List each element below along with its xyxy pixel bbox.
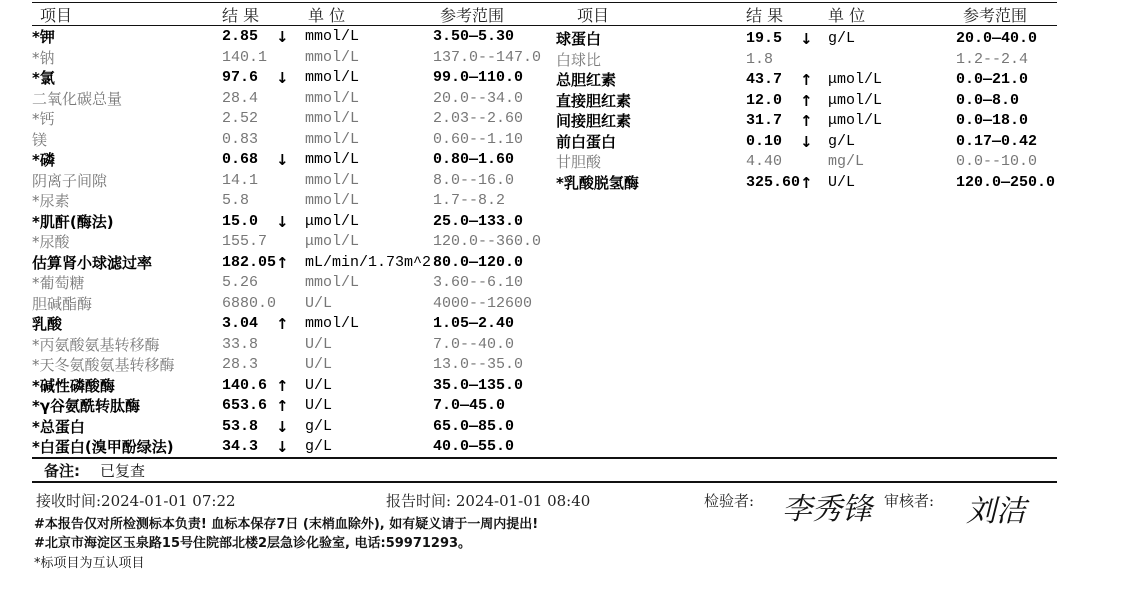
- reference-range: 20.0—40.0: [956, 30, 1038, 47]
- test-name: *天冬氨酸氨基转移酶: [32, 356, 175, 374]
- reference-range: 137.0--147.0: [433, 48, 542, 66]
- test-name: *白蛋白(溴甲酚绿法): [32, 438, 174, 456]
- test-name: 直接胆红素: [556, 91, 632, 110]
- test-unit: mmol/L: [305, 151, 360, 168]
- test-name: 阴离子间隙: [32, 171, 108, 190]
- test-unit: mmol/L: [305, 130, 360, 148]
- test-name: *尿素: [32, 192, 70, 210]
- test-unit: g/L: [305, 417, 333, 435]
- test-name: *钙: [32, 110, 55, 128]
- test-name: *碱性磷酸酶: [32, 376, 115, 395]
- test-value: 43.7: [746, 71, 783, 88]
- test-name: 间接胆红素: [556, 112, 632, 130]
- table-row: [0, 111, 1125, 131]
- test-unit: μmol/L: [828, 71, 883, 88]
- test-name: *葡萄糖: [32, 274, 85, 292]
- arrow-up-icon: ↑: [276, 315, 289, 333]
- table-row: [0, 273, 1125, 293]
- test-unit: g/L: [305, 438, 333, 455]
- test-value: 5.26: [222, 274, 259, 291]
- test-value: 0.83: [222, 130, 259, 148]
- header-result-left: 结 果: [222, 6, 260, 25]
- test-name: *肌酐(酶法): [32, 212, 114, 231]
- header-divider: [32, 25, 1057, 26]
- test-value: 653.6: [222, 397, 268, 414]
- test-value: 53.8: [222, 417, 259, 435]
- test-name: *磷: [32, 151, 55, 169]
- test-unit: mmol/L: [305, 89, 360, 107]
- test-value: 0.68: [222, 151, 259, 168]
- reference-range: 0.0—18.0: [956, 112, 1029, 129]
- table-row: [0, 396, 1125, 416]
- test-value: 155.7: [222, 233, 268, 250]
- test-unit: mmol/L: [305, 69, 360, 86]
- arrow-up-icon: ↑: [276, 253, 289, 272]
- reference-range: 40.0—55.0: [433, 438, 515, 455]
- header-ref-right: 参考范围: [963, 6, 1028, 25]
- table-row: [0, 355, 1125, 375]
- test-unit: μmol/L: [305, 233, 360, 250]
- header-result-right: 结 果: [746, 6, 784, 25]
- table-row: [0, 294, 1125, 314]
- test-unit: mg/L: [828, 153, 865, 170]
- test-name: 白球比: [556, 50, 602, 69]
- reference-range: 13.0--35.0: [433, 356, 524, 373]
- test-name: 镁: [32, 130, 48, 149]
- test-name: *丙氨酸氨基转移酶: [32, 335, 160, 354]
- reference-range: 0.0—8.0: [956, 91, 1020, 109]
- table-row: [0, 132, 1125, 152]
- test-unit: mL/min/1.73m^2: [305, 253, 432, 271]
- test-name: 球蛋白: [556, 30, 602, 48]
- arrow-down-icon: ↓: [276, 438, 289, 456]
- reference-range: 7.0—45.0: [433, 397, 506, 414]
- test-name: *总蛋白: [32, 417, 85, 436]
- test-unit: g/L: [828, 30, 856, 47]
- reference-range: 120.0--360.0: [433, 233, 542, 250]
- table-row: [0, 417, 1125, 437]
- received-time: 接收时间:2024-01-01 07:22: [36, 492, 236, 510]
- reference-range: 7.0--40.0: [433, 335, 515, 353]
- table-row: [0, 212, 1125, 232]
- reference-range: 4000--12600: [433, 294, 533, 312]
- note-disclaimer: #本报告仅对所检测标本负责! 血标本保存7日 (末梢血除外), 如有疑义请于一周内提出!: [34, 517, 539, 532]
- arrow-up-icon: ↑: [276, 376, 289, 395]
- arrow-up-icon: ↑: [800, 112, 813, 130]
- test-value: 2.52: [222, 110, 259, 127]
- arrow-up-icon: ↑: [800, 173, 813, 192]
- reviewer-signature: 刘洁: [966, 494, 1026, 529]
- note-mutual-recognition: *标项目为互认项目: [34, 556, 145, 571]
- test-value: 34.3: [222, 438, 259, 455]
- test-unit: U/L: [305, 397, 333, 414]
- report-time: 报告时间: 2024-01-01 08:40: [386, 492, 591, 510]
- header-item-right: 项目: [577, 6, 610, 25]
- header-item-left: 项目: [40, 6, 73, 25]
- remark-divider: [32, 481, 1057, 483]
- reference-range: 1.7--8.2: [433, 192, 506, 209]
- test-unit: U/L: [828, 173, 856, 191]
- test-unit: U/L: [305, 356, 333, 373]
- reference-range: 3.50—5.30: [433, 28, 515, 45]
- test-value: 12.0: [746, 91, 783, 109]
- table-row: [0, 232, 1125, 252]
- table-row: [0, 437, 1125, 457]
- test-name: 前白蛋白: [556, 132, 617, 151]
- header-unit-right: 单 位: [828, 6, 866, 25]
- test-name: *氯: [32, 69, 55, 87]
- table-row: [0, 376, 1125, 396]
- test-value: 0.10: [746, 132, 783, 150]
- arrow-down-icon: ↓: [276, 28, 289, 46]
- reference-range: 8.0--16.0: [433, 171, 515, 189]
- test-name: 胆碱酯酶: [32, 294, 93, 313]
- table-row: [0, 152, 1125, 172]
- arrow-down-icon: ↓: [276, 212, 289, 231]
- arrow-up-icon: ↑: [800, 71, 813, 89]
- test-value: 6880.0: [222, 294, 277, 312]
- table-row: [0, 70, 1125, 90]
- test-unit: mmol/L: [305, 110, 360, 127]
- test-value: 182.05: [222, 253, 277, 271]
- test-value: 14.1: [222, 171, 259, 189]
- test-value: 2.85: [222, 28, 259, 45]
- arrow-down-icon: ↓: [800, 30, 813, 48]
- reference-range: 25.0—133.0: [433, 212, 524, 230]
- reference-range: 65.0—85.0: [433, 417, 515, 435]
- reference-range: 0.0—21.0: [956, 71, 1029, 88]
- arrow-down-icon: ↓: [800, 132, 813, 151]
- arrow-down-icon: ↓: [276, 417, 289, 436]
- test-name: 甘胆酸: [556, 153, 602, 171]
- reference-range: 80.0—120.0: [433, 253, 524, 271]
- test-value: 97.6: [222, 69, 259, 86]
- test-unit: U/L: [305, 335, 333, 353]
- test-unit: μmol/L: [828, 112, 883, 129]
- test-name: *γ谷氨酰转肽酶: [32, 397, 141, 415]
- test-value: 28.4: [222, 89, 259, 107]
- reference-range: 99.0—110.0: [433, 69, 524, 86]
- test-value: 28.3: [222, 356, 259, 373]
- test-name: 乳酸: [32, 315, 63, 333]
- examiner-signature: 李秀锋: [782, 492, 872, 527]
- reference-range: 20.0--34.0: [433, 89, 524, 107]
- test-unit: mmol/L: [305, 48, 360, 66]
- top-border: [32, 2, 1057, 3]
- test-name: 估算肾小球滤过率: [32, 253, 153, 272]
- note-address: #北京市海淀区玉泉路15号住院部北楼2层急诊化验室, 电话:59971293。: [34, 536, 472, 551]
- table-row: [0, 50, 1125, 70]
- table-bottom-border: [32, 457, 1057, 459]
- table-row: [0, 173, 1125, 193]
- test-unit: mmol/L: [305, 28, 360, 45]
- test-name: 二氧化碳总量: [32, 89, 123, 108]
- test-unit: mmol/L: [305, 315, 360, 332]
- reference-range: 0.17—0.42: [956, 132, 1038, 150]
- test-unit: U/L: [305, 376, 333, 394]
- test-value: 140.1: [222, 48, 268, 66]
- test-value: 325.60: [746, 173, 801, 191]
- remark-text: 已复查: [100, 462, 146, 480]
- reference-range: 35.0—135.0: [433, 376, 524, 394]
- test-value: 33.8: [222, 335, 259, 353]
- test-name: *乳酸脱氢酶: [556, 173, 639, 192]
- test-name: *钾: [32, 28, 55, 46]
- reference-range: 1.05—2.40: [433, 315, 515, 332]
- arrow-down-icon: ↓: [276, 151, 289, 169]
- arrow-up-icon: ↑: [800, 91, 813, 110]
- arrow-up-icon: ↑: [276, 397, 289, 415]
- header-unit-left: 单 位: [308, 6, 346, 25]
- remark-label: 备注:: [44, 462, 80, 480]
- test-unit: g/L: [828, 132, 856, 150]
- arrow-down-icon: ↓: [276, 69, 289, 87]
- test-value: 1.8: [746, 50, 774, 68]
- reference-range: 1.2--2.4: [956, 50, 1029, 68]
- test-value: 3.04: [222, 315, 259, 332]
- test-value: 4.40: [746, 153, 783, 170]
- test-unit: μmol/L: [305, 212, 360, 230]
- table-row: [0, 335, 1125, 355]
- table-row: [0, 191, 1125, 211]
- test-unit: U/L: [305, 294, 333, 312]
- reference-range: 120.0—250.0: [956, 173, 1056, 191]
- reference-range: 0.80—1.60: [433, 151, 515, 168]
- test-value: 19.5: [746, 30, 783, 47]
- table-row: [0, 91, 1125, 111]
- header-ref-left: 参考范围: [440, 6, 505, 25]
- table-row: [0, 314, 1125, 334]
- examiner-label: 检验者:: [704, 492, 755, 510]
- reviewer-label: 审核者:: [884, 492, 935, 510]
- test-unit: mmol/L: [305, 171, 360, 189]
- test-value: 140.6: [222, 376, 268, 394]
- reference-range: 0.0--10.0: [956, 153, 1038, 170]
- test-value: 31.7: [746, 112, 783, 129]
- test-value: 5.8: [222, 192, 250, 209]
- test-value: 15.0: [222, 212, 259, 230]
- reference-range: 3.60--6.10: [433, 274, 524, 291]
- reference-range: 0.60--1.10: [433, 130, 524, 148]
- test-name: 总胆红素: [556, 71, 617, 89]
- reference-range: 2.03--2.60: [433, 110, 524, 127]
- table-row: [0, 253, 1125, 273]
- table-row: [0, 29, 1125, 49]
- test-unit: mmol/L: [305, 274, 360, 291]
- test-unit: mmol/L: [305, 192, 360, 209]
- test-name: *尿酸: [32, 233, 70, 251]
- test-unit: μmol/L: [828, 91, 883, 109]
- test-name: *钠: [32, 48, 55, 67]
